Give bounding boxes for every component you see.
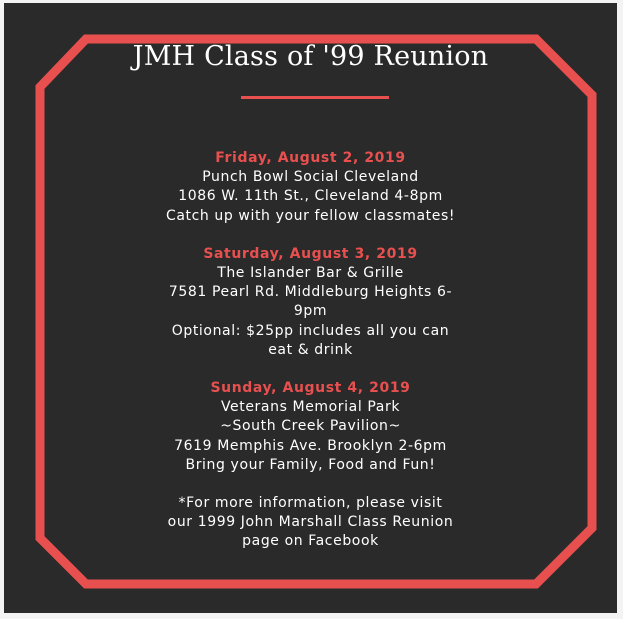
title-divider [241,96,389,99]
event-date: Sunday, August 4, 2019 [210,380,411,397]
event-venue: The Islander Bar & Grille [217,265,404,282]
event-description: Catch up with your fellow classmates! [165,207,456,224]
event-date: Saturday, August 3, 2019 [203,245,418,262]
event-venue: Veterans Memorial Park [220,399,401,416]
event-friday [161,149,461,226]
event-sunday [161,379,461,475]
event-venue: Punch Bowl Social Cleveland [202,169,419,186]
event-address: 1086 W. 11th St., Cleveland 4-8pm [178,188,443,205]
event-date: Friday, August 2, 2019 [215,150,406,166]
event-description: Bring your Family, Food and Fun! [185,456,436,473]
event-list [4,149,617,552]
event-description: Optional: $25pp includes all you can eat & drink [171,322,450,358]
event-address: 7619 Memphis Ave. Brooklyn 2-6pm [174,437,447,454]
event-address: 7581 Pearl Rd. Middleburg Heights 6-9pm [168,284,453,320]
footer-note: *For more information, please visit our 1999 John Marshall Class Reunion page on Facebook [167,495,454,550]
reunion-flyer [4,3,617,613]
flyer-title: JMH Class of '99 Reunion [132,41,489,72]
event-saturday [161,245,461,360]
event-venue-detail: ~South Creek Pavilion~ [220,418,401,435]
